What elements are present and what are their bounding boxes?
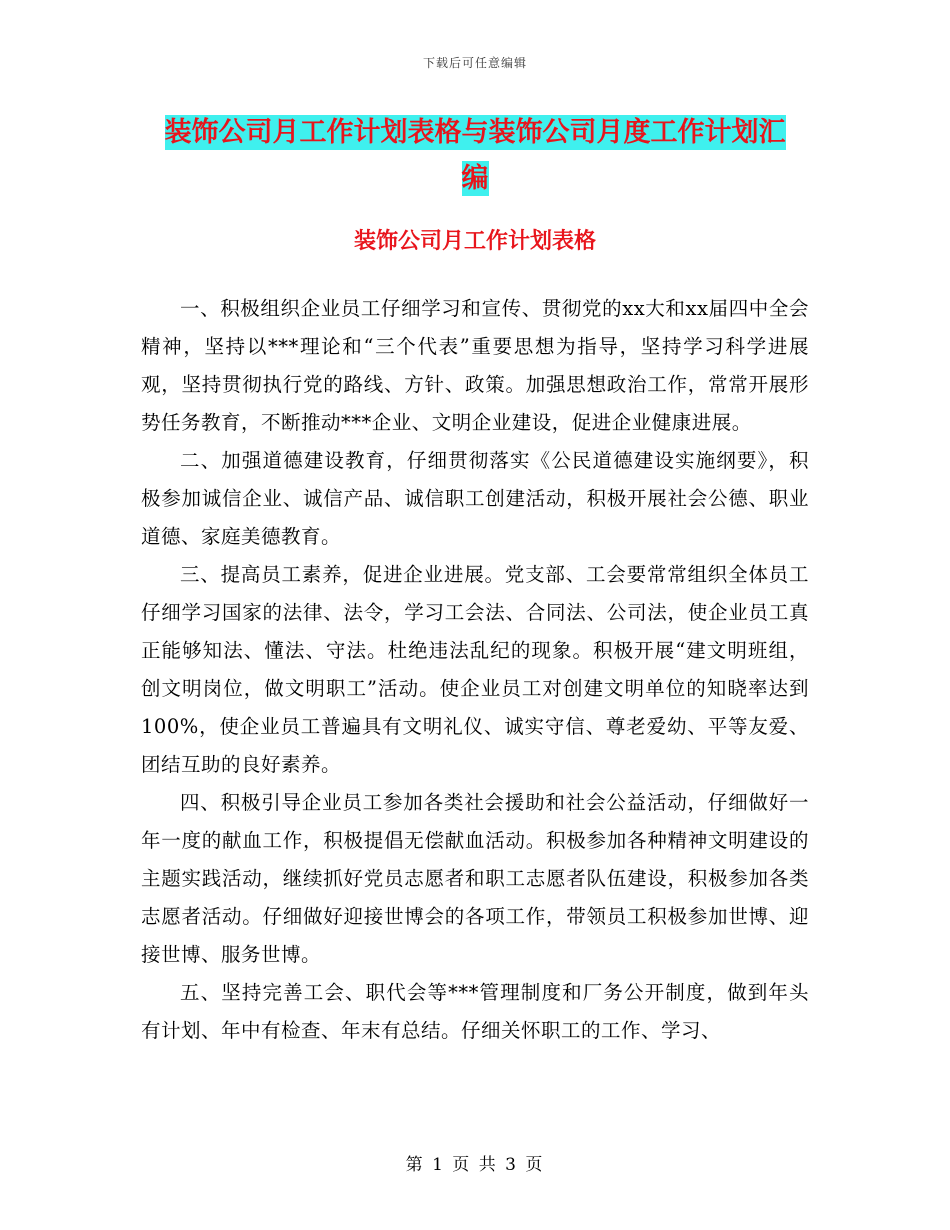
document-title-line-1: 装饰公司月工作计划表格与装饰公司月度工作计划汇: [164, 117, 786, 148]
body-text: [141, 290, 809, 1050]
document-title-line-2: 编: [461, 163, 489, 194]
header-note: 下载后可任意编辑: [422, 56, 527, 70]
paragraph-4: 四、积极引导企业员工参加各类社会援助和社会公益活动，仔细做好一年一度的献血工作，积极提倡无偿献血活动。积极参加各种精神文明建设的主题实践活动，继续抓好党员志愿者和职工志愿者队伍建设，积极参加各类志愿者活动。仔细做好迎接世博会的各项工作，带领员工积极参加世博、迎接世博、服务世博。: [141, 791, 809, 966]
page-number-footer: 第 1 页 共 3 页: [405, 1155, 545, 1175]
document-title: [140, 110, 810, 202]
paragraph-3: 三、提高员工素养，促进企业进展。党支部、工会要常常组织全体员工仔细学习国家的法律、法令，学习工会法、合同法、公司法，使企业员工真正能够知法、懂法、守法。杜绝违法乱纪的现象。积极开展“建文明班组，创文明岗位，做文明职工”活动。使企业员工对创建文明单位的知晓率达到100%，使企业员工普遍具有文明礼仪、诚实守信、尊老爱幼、平等友爱、团结互助的良好素养。: [141, 563, 809, 776]
paragraph-2: 二、加强道德建设教育，仔细贯彻落实《公民道德建设实施纲要》，积极参加诚信企业、诚信产品、诚信职工创建活动，积极开展社会公德、职业道德、家庭美德教育。: [141, 449, 809, 548]
section-title: 装饰公司月工作计划表格: [353, 229, 596, 254]
paragraph-1: 一、积极组织企业员工仔细学习和宣传、贯彻党的xx大和xx届四中全会精神，坚持以***理论和“三个代表”重要思想为指导，坚持学习科学进展观，坚持贯彻执行党的路线、方针、政策。加强思想政治工作，常常开展形势任务教育，不断推动***企业、文明企业建设，促进企业健康进展。: [141, 297, 809, 434]
paragraph-5: 五、坚持完善工会、职代会等***管理制度和厂务公开制度，做到年头有计划、年中有检查、年末有总结。仔细关怀职工的工作、学习、: [141, 981, 809, 1042]
